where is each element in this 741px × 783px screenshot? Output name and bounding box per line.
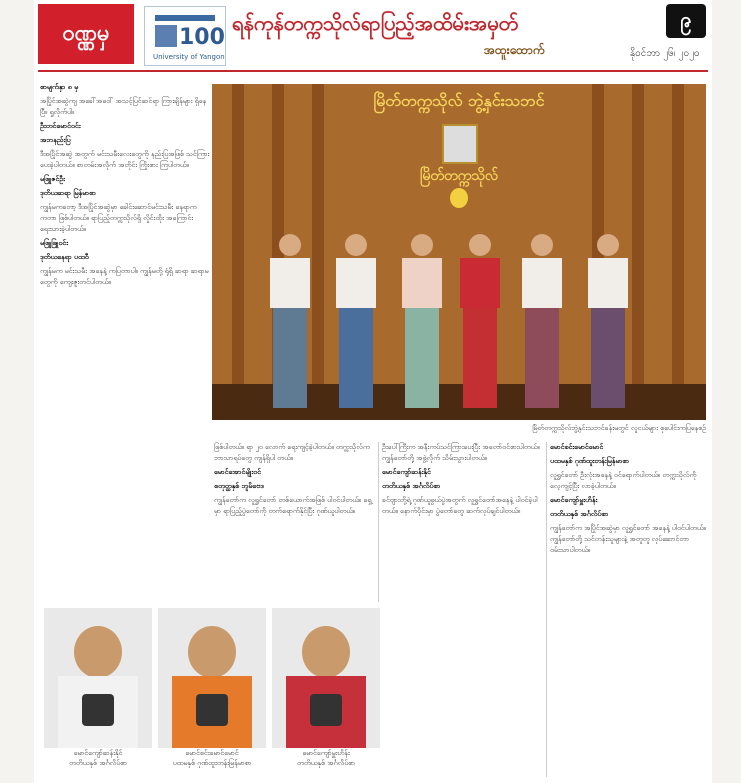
speaker-role: ဒုတိယဆရာ မြန်မာစာ xyxy=(40,189,96,197)
paragraph: လူရွှင်တော် ဦးလုံးအနေနဲ့ ဝင်ရောက်ပါတယ်။ တက္ကသိုလ်ကို လေ့ကျင့်ပြီး လာခဲ့ပါတယ်။ xyxy=(550,471,697,490)
article-column-3 xyxy=(382,442,542,777)
banner-title: ရန်ကုန်တက္ကသိုလ်ရာပြည့်အထိမ်းအမှတ် xyxy=(232,11,519,35)
stage-title: မြိတ်တက္ကသိုလ် ဘွဲ့နှင်းသဘင် xyxy=(373,91,545,110)
portrait-photo xyxy=(158,608,266,748)
performer xyxy=(402,234,442,414)
performer xyxy=(522,234,562,414)
masthead-rule xyxy=(38,70,708,72)
speaker-quote: ကျွန်မကတော့ ဒီအပြိုင်အဆွဲမှာ ခေါင်းဆောင်မင်းသမီး နေရာက ကတာ ဖြစ်ပါတယ်။ ရာပြည့်တက္ကသိုလ်ရှိ လှိုင်းထိုး အကြောင်းရေးသားခဲ့ပါတယ်။ xyxy=(40,203,197,233)
speaker-role: ပထမနှစ် ဂုဏ်ထူးတန်းမြန်မာစာ xyxy=(550,457,630,465)
main-photo xyxy=(212,84,706,420)
column-divider xyxy=(546,442,547,777)
speaker-name: မောင်အောင်မျိုးဝင် xyxy=(214,468,261,476)
portrait-caption: မောင်ကျော်ဆန်းနိုင် တတိယနှစ် အင်္ဂလိပ်စာ xyxy=(69,749,127,767)
curtain-fold xyxy=(632,84,644,384)
speaker-quote: ကျွန်မက မင်းသမီး အနေနဲ့ ကပြတာပါ။ ကျွန်မတို့ ရုံရှိ ဆရာ ဆရာမတွေကို ကျေးဇူးတင်ပါတယ်။ xyxy=(40,267,209,286)
photo-caption: မြိတ်တက္ကသိုလ်ဘွဲ့နှင်းသဘင်ခန်းမတွင် လူငယ်များ စုပေါင်းကပြနေစဉ် xyxy=(532,424,706,432)
microphone-icon xyxy=(196,694,228,726)
page-number: ၉ xyxy=(666,4,706,38)
paragraph: ကျွန်တော်က အပြိုင်အဆွဲမှာ လူရွှင်တော် အနေနဲ့ ပါဝင်ပါတယ်။ ကျွန်တော်တို့ သင်တန်းသူများနဲ့ အတူတူ လုပ်ဆောင်တာ ဝမ်းသာပါတယ်။ xyxy=(550,524,706,554)
speaker-role: စတုတ္ထနှစ် ဘူမိဗေဒ xyxy=(214,482,264,490)
curtain-fold xyxy=(232,84,244,384)
microphone-icon xyxy=(82,694,114,726)
newspaper-logo: ဝဏ္ဏမှ xyxy=(38,4,134,64)
issue-date: နိုဝင်ဘာ ၂၆၊ ၂၀၂၀ xyxy=(630,48,700,59)
speaker-name: မောင်ကျော်မှူးဟိန်း xyxy=(550,496,598,504)
portrait-frame xyxy=(442,124,478,164)
university-logo xyxy=(144,6,226,66)
paragraph: ဖြစ်ပါတယ်။ ရာ ၂၀ လောက် ရေးကျင့်ခဲ့ပါတယ်။ တက္ကသိုလ်ကဘာသာရပ်တွေ ကျန်ရှိပါ တယ်။ xyxy=(214,443,370,462)
speaker-name: မဖြူဇင်ဦး xyxy=(40,175,65,183)
centenary-number: 100 xyxy=(179,25,225,50)
speaker-name: မဖြူဖြူဝင်း xyxy=(40,239,68,247)
stage-subtitle: မြိတ်တက္ကသိုလ် xyxy=(420,168,498,184)
speaker-role: တတိယနှစ် အင်္ဂလိပ်စာ xyxy=(550,510,609,518)
performer xyxy=(270,234,310,414)
article-column-4 xyxy=(550,442,710,777)
newspaper-page xyxy=(34,0,712,783)
paragraph: ခင်ဗျားတို့ရဲ့ ဂုဏ်ယူဖွယ်ပွဲအတွက် လူရွှင်တော်အနေနဲ့ ပါဝင်ခဲ့ပါတယ်။ နောက်ပိုင်းမှာ ပွဲတော်တွေ ဆက်လုပ်ချင်ပါတယ်။ xyxy=(382,496,538,515)
university-emblem xyxy=(450,188,468,208)
paragraph: ကျွန်တော်က လူရွှင်တော် တစ်ယောက်အဖြစ် ပါဝင်ပါတယ်။ ရှေ့မှာ ရာပြည့်ပွဲတော်ကို တက်ရောက်နိုင်ပြီး ဂုဏ်ယူပါတယ်။ xyxy=(214,496,372,515)
performer xyxy=(460,234,500,414)
paragraph: ဦးပေါ်ကြီးက အနီးကပ်သင်ကြားပေးပြီး အတော်ဝင်စားပါတယ်။ ကျွန်တော်တို့ အဖွဲ့လိုက် သိမ်းသွားပါတယ်။ xyxy=(382,443,540,462)
masthead xyxy=(34,0,712,72)
curtain-fold xyxy=(312,84,324,384)
speaker-name: ဦးတင်မောင်ဝင်း xyxy=(40,122,81,130)
curtain-fold xyxy=(672,84,684,384)
edition-tag: အထူးထောက် xyxy=(484,43,545,57)
left-article-column xyxy=(40,80,210,600)
university-caption: University of Yangon xyxy=(153,53,225,61)
logo-bar xyxy=(155,15,215,21)
microphone-icon xyxy=(310,694,342,726)
portrait-photo xyxy=(272,608,380,748)
speaker-role: တတိယနှစ် အင်္ဂလိပ်စာ xyxy=(382,482,441,490)
speaker-name: မောင်စင်းမောင်မောင် xyxy=(550,443,604,451)
speaker-quote: ဒီအပြိုင်အဆွဲ အတွက် မင်းသမီးလေးတွေကို နည်းပြအဖြစ် သင်ကြားပေးခဲ့ပါတယ်။ စာတမ်းအလိုက် အတိုင်း ကြိုးစား ကြပါတယ်။ xyxy=(40,150,210,169)
portrait-photo xyxy=(44,608,152,748)
building-icon xyxy=(155,25,177,47)
performer xyxy=(336,234,376,414)
speaker-role: ဒုတိယနေရာ ပထဝီ xyxy=(40,253,89,261)
byline: စာမျက်နှာ ၈ မှ xyxy=(40,83,79,91)
intro-paragraph: အပြိုင်အဆွဲကျ အခေါ်အဝေါ် အသင့်ပြင်ဆင်ရာ ကြားချိန်များ ရှိနေပြီ။ ရှုလိုက်ပါ။ xyxy=(40,97,207,116)
speaker-role: အဘနည်းပြ xyxy=(40,136,71,144)
speaker-name: မောင်ကျော်ဆန်းနိုင် xyxy=(382,468,431,476)
portrait-caption: မောင်စင်းမောင်မောင် ပထမနှစ် ဂုဏ်ထူးတန်းမြန်မာစာ xyxy=(172,749,252,767)
performer xyxy=(588,234,628,414)
column-divider xyxy=(378,442,379,602)
portrait-caption: မောင်ကျော်မှူးဟိန်း တတိယနှစ် အင်္ဂလိပ်စာ xyxy=(297,749,355,767)
